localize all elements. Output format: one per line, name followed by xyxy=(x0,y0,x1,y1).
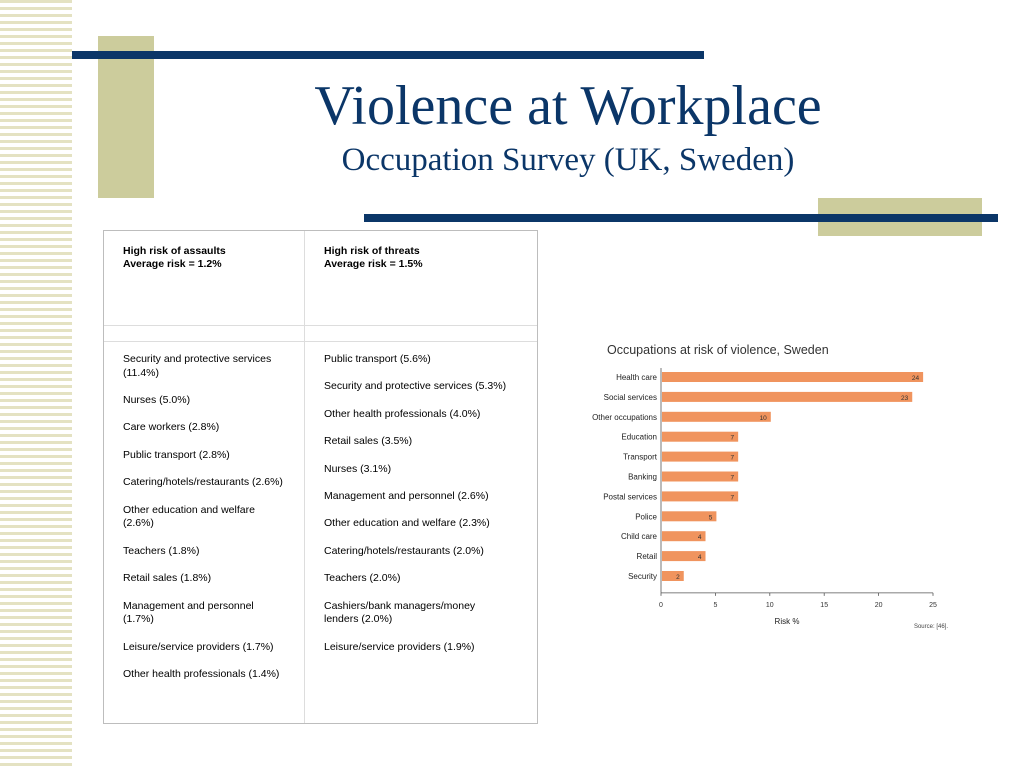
top-accent-line xyxy=(72,51,704,59)
threats-average: Average risk = 1.5% xyxy=(324,258,423,270)
bar-value-label: 7 xyxy=(730,434,735,442)
list-item: Retail sales (3.5%) xyxy=(324,435,413,448)
risk-table xyxy=(103,230,538,724)
list-item: Other education and welfare (2.6%) xyxy=(123,503,255,530)
assaults-header xyxy=(123,245,298,271)
chart-title: Occupations at risk of violence, Sweden xyxy=(607,343,829,357)
category-label: Postal services xyxy=(603,492,657,502)
bar-value-label: 5 xyxy=(708,514,713,522)
list-item: Nurses (5.0%) xyxy=(123,394,191,407)
list-item: Teachers (1.8%) xyxy=(123,544,200,557)
bar-value-label: 7 xyxy=(730,454,735,462)
top-accent-block xyxy=(98,36,154,198)
list-item: Other health professionals (4.0%) xyxy=(324,407,481,420)
list-item: Security and protective services (11.4%) xyxy=(123,353,272,379)
x-tick-label: 5 xyxy=(713,601,718,609)
assaults-list xyxy=(123,353,283,695)
risk-chart-svg xyxy=(592,336,960,630)
x-tick-label: 10 xyxy=(765,601,774,609)
bar xyxy=(662,472,738,482)
bar-value-label: 23 xyxy=(901,394,909,402)
category-label: Social services xyxy=(603,392,657,402)
bar xyxy=(662,491,738,501)
x-tick-label: 15 xyxy=(820,601,829,609)
list-item: Retail sales (1.8%) xyxy=(123,572,212,585)
bar xyxy=(662,432,738,442)
x-tick-label: 25 xyxy=(929,601,937,609)
left-stripe-decoration xyxy=(0,0,72,768)
list-item: Care workers (2.8%) xyxy=(123,421,220,434)
assaults-heading: High risk of assaults xyxy=(123,245,226,257)
list-item: Leisure/service providers (1.7%) xyxy=(123,640,274,653)
category-label: Child care xyxy=(620,532,657,542)
x-axis-label: Risk % xyxy=(774,616,800,626)
category-label: Retail xyxy=(636,552,657,562)
table-column-divider xyxy=(304,231,305,723)
category-label: Health care xyxy=(616,373,657,382)
threats-heading: High risk of threats xyxy=(324,245,420,257)
bar xyxy=(662,571,684,581)
list-item: Teachers (2.0%) xyxy=(324,572,401,585)
category-label: Police xyxy=(635,512,657,522)
x-tick-label: 20 xyxy=(874,601,883,609)
category-label: Security xyxy=(628,572,657,581)
list-item: Catering/hotels/restaurants (2.0%) xyxy=(324,544,484,557)
bar-value-label: 10 xyxy=(759,414,767,422)
right-accent-line xyxy=(364,214,998,222)
list-item: Other education and welfare (2.3%) xyxy=(324,517,490,530)
bar-value-label: 7 xyxy=(730,474,735,482)
slide-title: Violence at Workplace xyxy=(314,75,822,137)
category-label: Education xyxy=(621,432,657,442)
category-label: Other occupations xyxy=(592,412,657,422)
bar xyxy=(662,412,771,422)
bar xyxy=(662,372,923,382)
bar-value-label: 4 xyxy=(697,534,702,542)
chart-source: Source: [46]. xyxy=(913,623,948,630)
bar-value-label: 7 xyxy=(730,494,735,502)
bar-value-label: 2 xyxy=(676,574,680,581)
bar xyxy=(662,392,912,402)
table-spacer-row xyxy=(104,325,537,342)
list-item: Management and personnel (1.7%) xyxy=(123,599,254,626)
category-label: Transport xyxy=(623,452,657,462)
slide-subtitle: Occupation Survey (UK, Sweden) xyxy=(341,142,795,178)
list-item: Security and protective services (5.3%) xyxy=(324,380,507,393)
list-item: Leisure/service providers (1.9%) xyxy=(324,640,475,653)
bar xyxy=(662,452,738,462)
assaults-average: Average risk = 1.2% xyxy=(123,258,222,270)
category-label: Banking xyxy=(628,472,657,482)
list-item: Management and personnel (2.6%) xyxy=(324,489,489,502)
list-item: Cashiers/bank managers/money lenders (2.0%) xyxy=(324,599,476,626)
threats-header xyxy=(324,245,529,271)
threats-list xyxy=(324,353,509,668)
bar-value-label: 24 xyxy=(911,375,920,382)
x-tick-label: 0 xyxy=(659,601,663,609)
list-item: Catering/hotels/restaurants (2.6%) xyxy=(123,476,283,489)
bar-value-label: 4 xyxy=(697,554,702,562)
list-item: Other health professionals (1.4%) xyxy=(123,668,280,681)
list-item: Public transport (2.8%) xyxy=(123,448,230,461)
list-item: Nurses (3.1%) xyxy=(324,462,392,475)
list-item: Public transport (5.6%) xyxy=(324,353,431,365)
sweden-risk-chart xyxy=(592,336,960,630)
